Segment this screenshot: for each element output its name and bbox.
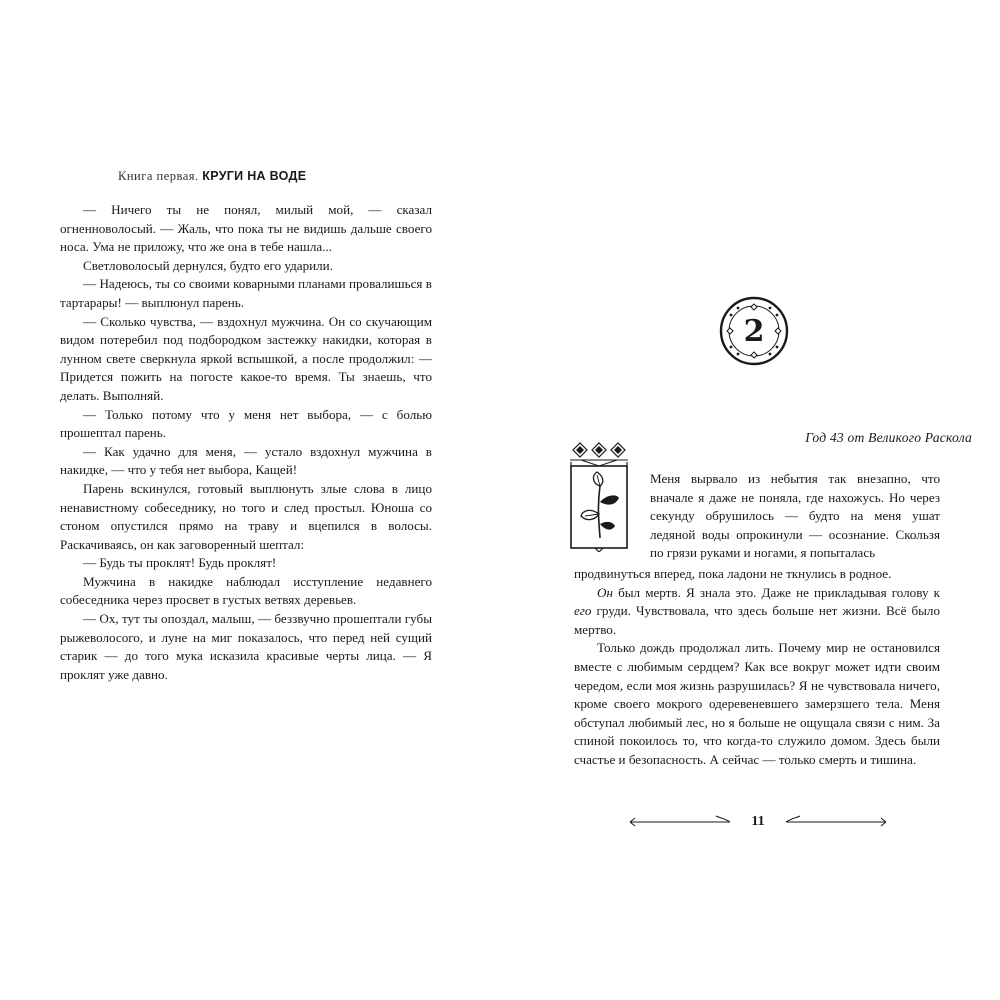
chapter-body-text xyxy=(574,565,940,770)
paragraph-text: был мертв. Я знала это. Даже не прикладывая голову к xyxy=(612,584,940,600)
paragraph-continuation: продвинуться вперед, пока ладони не ткнулись в родное. xyxy=(574,566,892,581)
paragraph: — Ничего ты не понял, милый мой, — сказал огненноволосый. — Жаль, что пока ты не видишь дальше своего носа. Ума не приложу, что же она в тебе нашла... xyxy=(60,202,432,255)
page-number: 11 xyxy=(751,814,765,829)
paragraph: — Будь ты проклят! Будь проклят! xyxy=(83,555,277,571)
paragraph: Меня вырвало из небытия так внезапно, что вначале я даже не поняла, где нахожусь. Но через секунду обрушилось — будто на меня ушат ледяной воды опрокинули — осознание. Скользя по грязи руками и ногами, я попыталась xyxy=(650,471,940,561)
chapter-opening-text xyxy=(650,470,940,563)
paragraph: — Надеюсь, ты со своими коварными планами провалишься в тартарары! — выплюнул парень. xyxy=(60,276,432,310)
paragraph xyxy=(574,584,940,640)
header-book: Книга первая. xyxy=(118,169,199,183)
paragraph: Парень вскинулся, готовый выплюнуть злые слова в лицо ненавистному собеседнику, но того и след простыл. Юноша со стоном опустился прямо на траву и вцепился в волосы. Раскачиваясь, он как заговоренный шептал: xyxy=(60,480,432,552)
paragraph: Только дождь продолжал лить. Почему мир не остановился вместе с любимым сердцем? Как все вокруг может идти своим чередом, если моя жизнь разрушилась? Я не чувствовала ничего, кроме своего мокрого одеревеневшего замерзшего тела. Меня обступал любимый лес, но я больше не ощущала связи с ним. За спиной покоилось то, что когда-то служило домом. Здесь были счастье и безопасность. А сейчас — только смерть и тишина. xyxy=(574,640,940,767)
chapter-number: 2 xyxy=(743,313,765,349)
chapter-date: Год 43 от Великого Раскола xyxy=(805,430,972,445)
italic-pronoun: Он xyxy=(597,584,613,600)
leaf-dropcap-ornament-icon xyxy=(567,440,631,552)
paragraph: — Как удачно для меня, — устало вздохнул мужчина в накидке, — что у тебя нет выбора, Кащей! xyxy=(60,443,432,478)
paragraph: Мужчина в накидке наблюдал исступление недавнего собеседника через просвет в густых ветвях деревьев. xyxy=(60,573,432,608)
page-footer xyxy=(626,812,890,832)
header-title: КРУГИ НА ВОДЕ xyxy=(202,169,307,183)
right-page xyxy=(500,0,1000,1000)
paragraph-text: груди. Чувствовала, что здесь больше нет жизни. Всё было мертво. xyxy=(574,603,940,637)
paragraph: Светловолосый дернулся, будто его ударили. xyxy=(83,257,333,273)
chapter-badge xyxy=(719,296,789,366)
running-header xyxy=(118,169,378,184)
left-page-text xyxy=(60,201,432,684)
paragraph: — Ох, тут ты опоздал, малыш, — беззвучно прошептали губы рыжеволосого, и луне на миг показалось, что перед ней сущий старик — до того мука исказила красивые черты лица. — Я проклят уже давно. xyxy=(60,611,432,682)
paragraph: — Только потому что у меня нет выбора, — с болью прошептал парень. xyxy=(60,406,432,441)
italic-pronoun: его xyxy=(574,603,592,619)
paragraph: — Сколько чувства, — вздохнул мужчина. Он со скучающим видом потеребил под подбородком застежку накидки, которая в лунном свете сверкнула яркой вспышкой, а после продолжил: — Придется пожить на погосте какое-то время. Ты знаешь, что делать. Выполняй. xyxy=(60,313,432,403)
